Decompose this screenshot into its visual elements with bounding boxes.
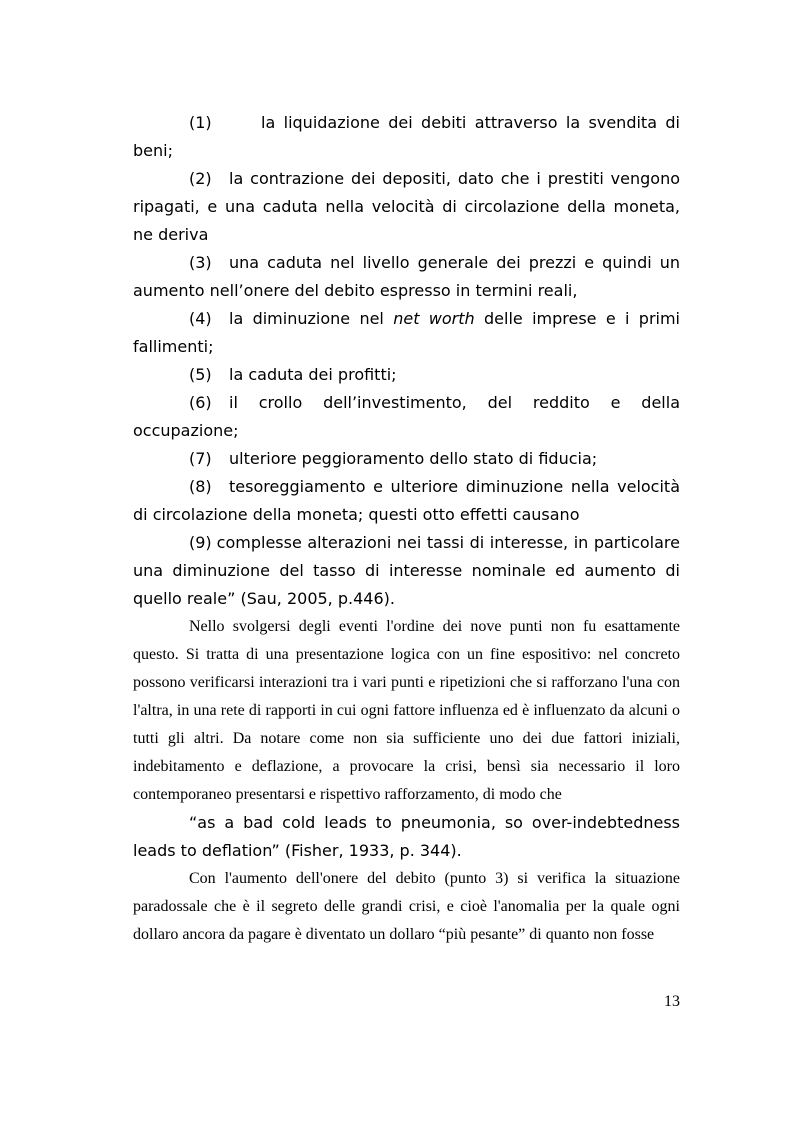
item-number: (7) [189, 449, 212, 468]
item-number: (1) [189, 113, 212, 132]
list-item-8 [133, 473, 680, 529]
item-number: (3) [189, 253, 212, 272]
item-number: (5) [189, 365, 212, 384]
item-text: la liquidazione dei debiti attraverso la svendita di beni; [133, 113, 680, 160]
item-text-after: delle imprese e i primi fallimenti; [133, 309, 680, 356]
list-item-6 [133, 389, 680, 445]
body-paragraph-1: Nello svolgersi degli eventi l'ordine dei nove punti non fu esattamente questo. Si tratta di una presentazione logica con un fine espositivo: nel concreto possono verificarsi interazioni tra i vari punti e ripetizioni che si rafforzano l'una con l'altra, in una rete di rapporti in cui ogni fattore influenza ed è influenzato da alcuni o tutti gli altri. Da notare come non sia sufficiente uno dei due fattori iniziali, indebitamento e deflazione, a provocare la crisi, bensì sia necessario il loro contemporaneo presentarsi e rispettivo rafforzamento, di modo che [133, 618, 680, 803]
list-item-2 [133, 165, 680, 249]
item-number: (4) [189, 309, 212, 328]
item-text: la caduta dei profitti; [229, 365, 397, 384]
item-text-italic: net worth [393, 309, 475, 328]
list-item-7 [133, 445, 680, 473]
item-number: (6) [189, 393, 212, 412]
item-text: il crollo dell’investimento, del reddito e della occupazione; [133, 393, 680, 440]
list-item-9 [133, 529, 680, 613]
list-item-3 [133, 249, 680, 305]
fisher-quote: “as a bad cold leads to pneumonia, so over-indebtedness leads to deflation” (Fisher, 1933, p. 344). [133, 813, 680, 860]
item-number: (2) [189, 169, 212, 188]
item-text: complesse alterazioni nei tassi di interesse, in particolare una diminuzione del tasso di interesse nominale ed aumento di quello reale” (Sau, 2005, p.446). [133, 533, 680, 608]
item-text: tesoreggiamento e ulteriore diminuzione nella velocità di circolazione della moneta; questi otto effetti causano [133, 477, 680, 524]
item-text: la contrazione dei depositi, dato che i prestiti vengono ripagati, e una caduta nella velocità di circolazione della moneta, ne deriva [133, 169, 680, 244]
item-number: (9) [189, 533, 212, 552]
page-number: 13 [664, 993, 680, 1010]
item-text: una caduta nel livello generale dei prezzi e quindi un aumento nell’onere del debito espresso in termini reali, [133, 253, 680, 300]
list-item-1 [133, 109, 680, 165]
page-body [133, 109, 680, 949]
item-text-before: la diminuzione nel [229, 309, 394, 328]
item-text: ulteriore peggioramento dello stato di fiducia; [229, 449, 598, 468]
item-number: (8) [189, 477, 212, 496]
body-paragraph-2: Con l'aumento dell'onere del debito (punto 3) si verifica la situazione paradossale che è il segreto delle grandi crisi, e cioè l'anomalia per la quale ogni dollaro ancora da pagare è diventato un dollaro “più pesante” di quanto non fosse [133, 870, 680, 943]
list-item-5 [133, 361, 680, 389]
list-item-4 [133, 305, 680, 361]
